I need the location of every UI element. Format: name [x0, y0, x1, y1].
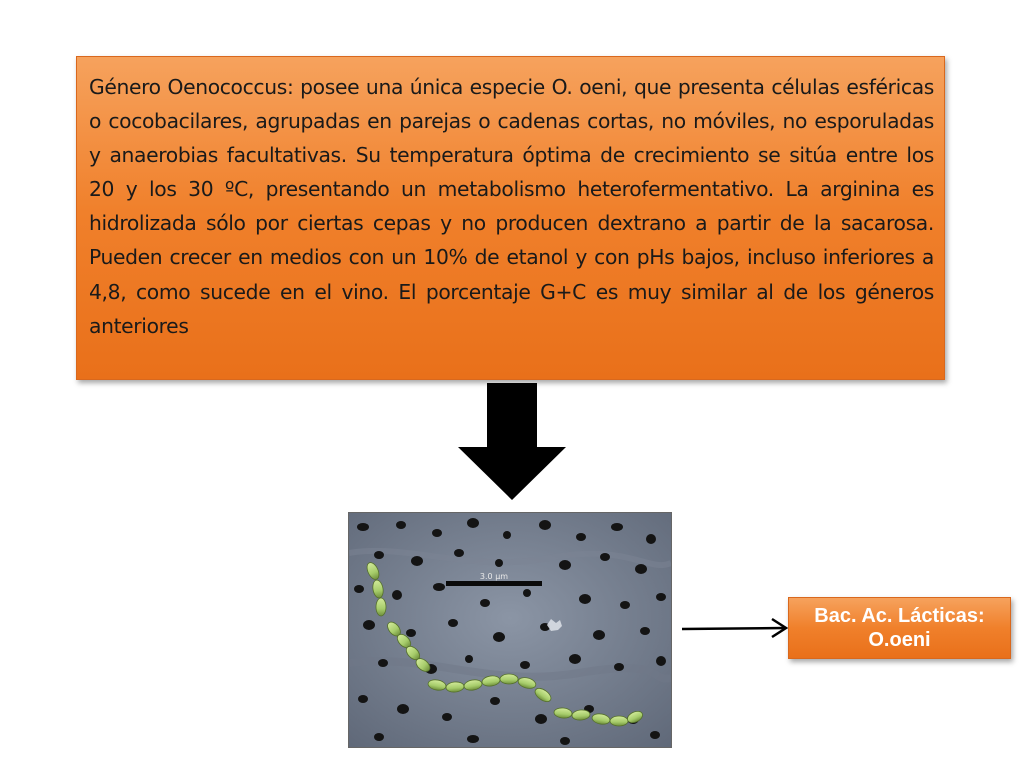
- down-arrow-icon: [458, 383, 566, 500]
- label-line-2: O.oeni: [868, 629, 931, 651]
- scale-bar-label: 3.0 µm: [479, 572, 509, 581]
- species-label-box: [788, 597, 1011, 659]
- micrograph-image: [348, 512, 672, 748]
- right-arrow-icon: [680, 616, 790, 640]
- scale-bar: [446, 581, 542, 586]
- label-line-1: Bac. Ac. Lácticas:: [814, 605, 985, 627]
- description-box: [76, 56, 945, 380]
- description-text: Género Oenococcus: posee una única especie O. oeni, que presenta células esféricas o cocobacilares, agrupadas en parejas o cadenas cortas, no móviles, no esporuladas y anaerobias facultativas. Su temperatura óptima de crecimiento se sitúa entre los 20 y los 30 ºC, presentando un metabolismo heterofermentativo. La arginina es hidrolizada sólo por ciertas cepas y no producen dextrano a partir de la sacarosa. Pueden crecer en medios con un 10% de etanol y con pHs bajos, incluso inferiores a 4,8, como sucede en el vino. El porcentaje G+C es muy similar al de los géneros anteriores: [89, 75, 934, 338]
